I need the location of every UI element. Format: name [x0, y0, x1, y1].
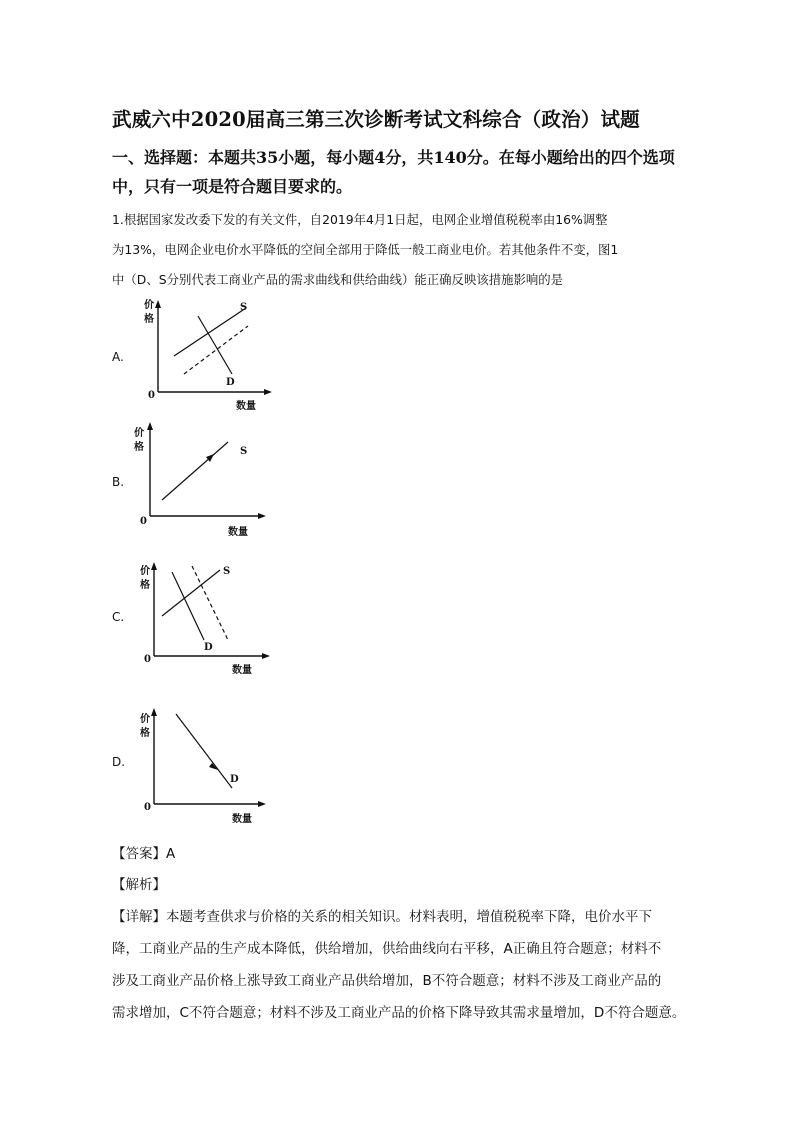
price-label-top: 价 [140, 714, 150, 725]
quantity-label: 数量 [236, 401, 256, 412]
section-instruction-line-2: 中，只有一项是符合题目要求的。 [112, 177, 353, 196]
price-label-top: 价 [144, 300, 154, 311]
price-axis-arrow [147, 422, 153, 430]
supply-curve [174, 308, 246, 356]
supply-curve [162, 570, 220, 616]
price-label-bottom: 格 [144, 314, 154, 325]
quantity-axis-arrow [262, 653, 270, 659]
origin-label: 0 [144, 802, 151, 813]
price-axis-arrow [151, 708, 157, 716]
quantity-label: 数量 [232, 665, 252, 676]
question-text-line-2: 为13%，电网企业电价水平降低的空间全部用于降低一般工商业电价。若其他条件不变，图1 [112, 242, 619, 257]
option-b-label: B. [112, 475, 125, 489]
demand-curve [176, 714, 232, 788]
option-d-label: D. [112, 755, 126, 769]
quantity-axis-arrow [258, 513, 266, 519]
detail-line-2: 降，工商业产品的生产成本降低，供给增加，供给曲线向右平移，A正确且符合题意；材料不 [112, 941, 662, 957]
price-label-bottom: 格 [140, 580, 150, 591]
price-axis-arrow [151, 562, 157, 570]
answer-value: A [166, 846, 176, 862]
detail-line-1: 【详解】本题考查供求与价格的关系的相关知识。材料表明，增值税税率下降，电价水平下 [112, 909, 652, 925]
demand-curve [172, 572, 204, 640]
price-axis-arrow [155, 300, 161, 308]
page-title: 武威六中2020届高三第三次诊断考试文科综合（政治）试题 [112, 108, 640, 131]
supply-curve [162, 442, 228, 500]
option-d-graph [136, 708, 276, 830]
answer-line [112, 842, 175, 862]
option-b-graph [132, 420, 272, 542]
option-a-label: A. [112, 350, 124, 364]
option-c-graph [136, 560, 276, 678]
detail-line-3: 涉及工商业产品价格上涨导致工商业产品供给增加，B不符合题意；材料不涉及工商业产品的 [112, 973, 662, 989]
price-label-top: 价 [134, 428, 144, 439]
origin-label: 0 [144, 654, 151, 665]
question-text-line-3: 中（D、S分别代表工商业产品的需求曲线和供给曲线）能正确反映该措施影响的是 [112, 272, 564, 287]
price-label-bottom: 格 [140, 728, 150, 739]
price-label-bottom: 格 [134, 442, 144, 453]
supply-label: S [240, 302, 248, 313]
origin-label: 0 [140, 516, 147, 527]
demand-label: D [230, 774, 239, 785]
shifted-supply-curve [184, 326, 248, 374]
demand-label: D [204, 642, 213, 653]
option-a-graph [138, 298, 278, 414]
detail-line-4: 需求增加，C不符合题意；材料不涉及工商业产品的价格下降导致其需求量增加，D不符合题意。 [112, 1005, 686, 1021]
quantity-axis-arrow [258, 801, 266, 807]
supply-label: S [223, 566, 231, 577]
demand-curve [198, 316, 232, 374]
answer-label: 【答案】 [112, 846, 166, 862]
option-c-label: C. [112, 610, 125, 624]
quantity-label: 数量 [228, 527, 248, 538]
section-instruction-line-1: 一、选择题：本题共35小题，每小题4分，共140分。在每小题给出的四个选项 [112, 148, 675, 167]
shifted-demand-curve [192, 566, 231, 640]
analysis-label: 【解析】 [112, 877, 166, 893]
demand-label: D [226, 377, 235, 388]
quantity-axis-arrow [264, 389, 272, 395]
supply-label: S [240, 446, 248, 457]
price-label-top: 价 [140, 566, 150, 577]
origin-label: 0 [148, 390, 155, 401]
question-text-line-1: 1.根据国家发改委下发的有关文件，自2019年4月1日起，电网企业增值税税率由16%调整 [112, 212, 608, 227]
quantity-label: 数量 [232, 814, 252, 825]
